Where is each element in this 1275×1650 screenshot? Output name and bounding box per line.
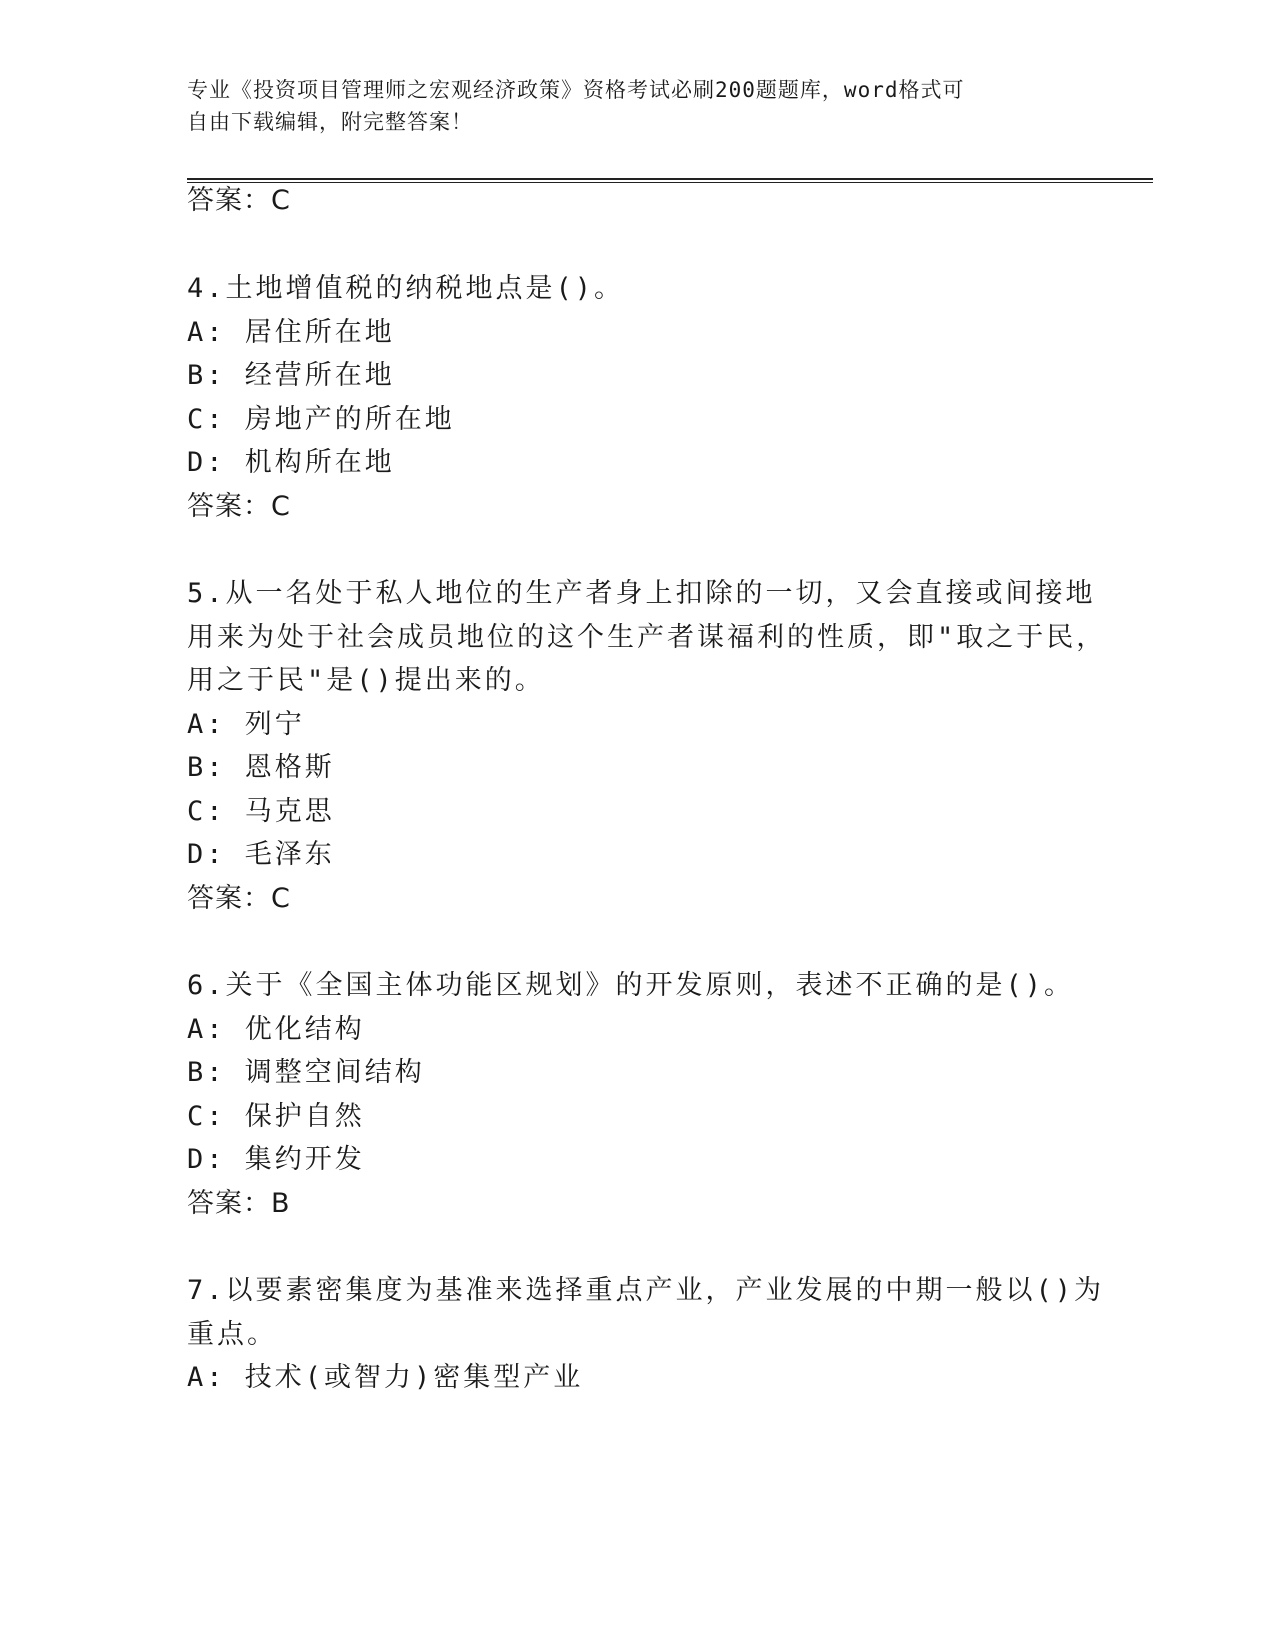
header-line-1: 专业《投资项目管理师之宏观经济政策》资格考试必刷200题题库，word格式可 (187, 78, 965, 102)
question-5-stem-line-2: 用来为处于社会成员地位的这个生产者谋福利的性质，即"取之于民， (187, 622, 1107, 653)
question-5-stem-line-1: 5.从一名处于私人地位的生产者身上扣除的一切，又会直接或间接地 (187, 578, 1096, 609)
header-divider-thick (187, 178, 1153, 180)
question-6-stem: 6.关于《全国主体功能区规划》的开发原则，表述不正确的是()。 (187, 970, 1075, 1001)
question-6-option-a: A: 优化结构 (187, 1014, 365, 1045)
question-4-option-d: D: 机构所在地 (187, 447, 395, 478)
question-6-option-b: B: 调整空间结构 (187, 1057, 425, 1088)
question-6-option-d: D: 集约开发 (187, 1144, 365, 1175)
question-5-answer: 答案：C (187, 883, 291, 914)
question-4-answer: 答案：C (187, 491, 291, 522)
question-5-option-c: C: 马克思 (187, 796, 335, 827)
question-6-answer: 答案：B (187, 1188, 291, 1219)
question-4-option-a: A: 居住所在地 (187, 317, 395, 348)
previous-answer: 答案：C (187, 185, 291, 216)
question-4-stem: 4.土地增值税的纳税地点是()。 (187, 273, 625, 304)
header-divider-thin (187, 182, 1153, 183)
question-4-option-b: B: 经营所在地 (187, 360, 395, 391)
question-4-option-c: C: 房地产的所在地 (187, 404, 455, 435)
question-7-option-a: A: 技术(或智力)密集型产业 (187, 1362, 584, 1393)
question-5-option-d: D: 毛泽东 (187, 839, 335, 870)
question-5-option-a: A: 列宁 (187, 709, 305, 740)
document-header (187, 74, 1067, 138)
question-6-option-c: C: 保护自然 (187, 1101, 365, 1132)
question-5-stem-line-3: 用之于民"是()提出来的。 (187, 665, 545, 696)
header-line-2: 自由下载编辑，附完整答案！ (187, 110, 473, 134)
question-7-stem-line-2: 重点。 (187, 1319, 277, 1350)
question-7-stem-line-1: 7.以要素密集度为基准来选择重点产业，产业发展的中期一般以()为 (187, 1275, 1105, 1306)
question-5-option-b: B: 恩格斯 (187, 752, 335, 783)
